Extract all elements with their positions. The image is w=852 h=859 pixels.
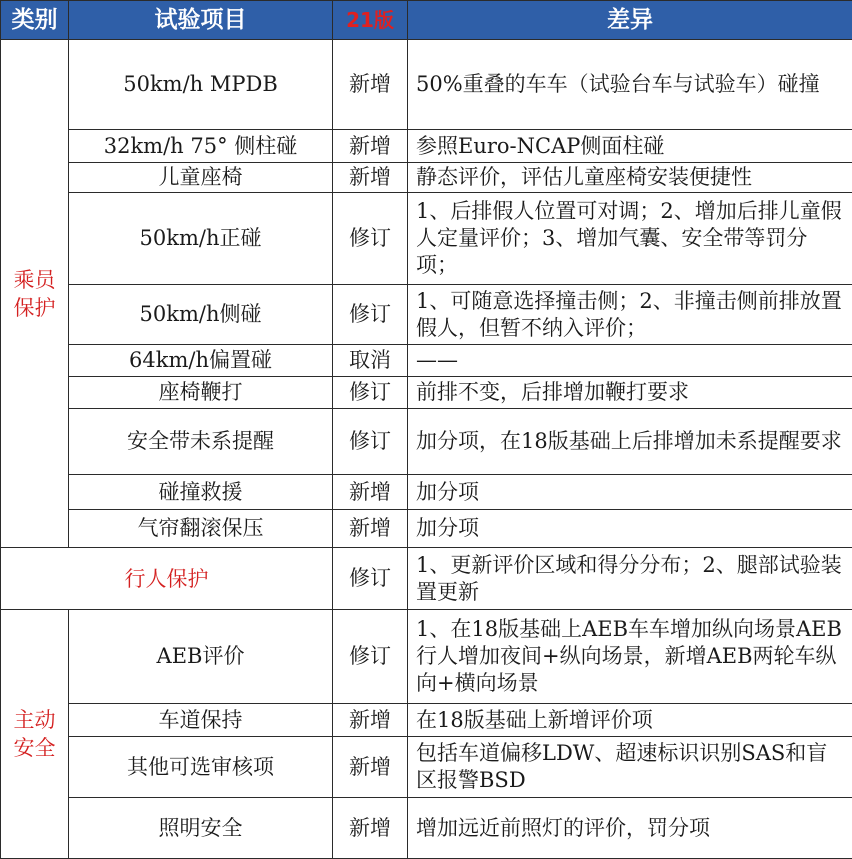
change-type: 修订 (333, 193, 408, 285)
table-row (1, 798, 852, 859)
difference-text: 参照Euro-NCAP侧面柱碰 (408, 130, 852, 163)
category-occupant-protection: 乘员 保护 (1, 40, 69, 548)
difference-text: 1、在18版基础上AEB车车增加纵向场景AEB行人增加夜间+纵向场景，新增AEB两轮车纵向+横向场景 (408, 610, 852, 704)
test-item: 碰撞救援 (69, 475, 333, 510)
table-row (1, 377, 852, 409)
table-row (1, 704, 852, 737)
change-type: 修订 (333, 409, 408, 475)
table-row (1, 510, 852, 548)
difference-text: 加分项 (408, 510, 852, 548)
change-type: 新增 (333, 704, 408, 737)
table-row (1, 285, 852, 345)
table-row (1, 475, 852, 510)
difference-text: 前排不变，后排增加鞭打要求 (408, 377, 852, 409)
difference-text: 加分项，在18版基础上后排增加未系提醒要求 (408, 409, 852, 475)
test-item: 座椅鞭打 (69, 377, 333, 409)
difference-text: 静态评价，评估儿童座椅安装便捷性 (408, 163, 852, 193)
change-type: 修订 (333, 377, 408, 409)
test-item: 50km/h MPDB (69, 40, 333, 130)
header-category: 类别 (1, 1, 69, 40)
table-row (1, 345, 852, 377)
test-item: 车道保持 (69, 704, 333, 737)
change-type: 修订 (333, 548, 408, 610)
table-row (1, 610, 852, 704)
header-version: 21版 (333, 1, 408, 40)
change-type: 新增 (333, 130, 408, 163)
table-row (1, 163, 852, 193)
difference-text: 1、后排假人位置可对调；2、增加后排儿童假人定量评价；3、增加气囊、安全带等罚分项； (408, 193, 852, 285)
category-pedestrian-protection: 行人保护 (1, 548, 333, 610)
category-active-safety: 主动 安全 (1, 610, 69, 859)
difference-text: 在18版基础上新增评价项 (408, 704, 852, 737)
table-row (1, 548, 852, 610)
test-item: 安全带未系提醒 (69, 409, 333, 475)
difference-text: 1、可随意选择撞击侧；2、非撞击侧前排放置假人，但暂不纳入评价； (408, 285, 852, 345)
change-type: 新增 (333, 40, 408, 130)
change-type: 新增 (333, 798, 408, 859)
test-item: 照明安全 (69, 798, 333, 859)
test-item: 其他可选审核项 (69, 737, 333, 798)
difference-text: 1、更新评价区域和得分分布；2、腿部试验装置更新 (408, 548, 852, 610)
difference-text: —— (408, 345, 852, 377)
change-type: 取消 (333, 345, 408, 377)
change-type: 新增 (333, 510, 408, 548)
test-item: 50km/h正碰 (69, 193, 333, 285)
test-item: 32km/h 75° 侧柱碰 (69, 130, 333, 163)
difference-text: 50%重叠的车车（试验台车与试验车）碰撞 (408, 40, 852, 130)
change-type: 修订 (333, 610, 408, 704)
difference-text: 包括车道偏移LDW、超速标识识别SAS和盲区报警BSD (408, 737, 852, 798)
test-item: 儿童座椅 (69, 163, 333, 193)
test-item: 64km/h偏置碰 (69, 345, 333, 377)
change-type: 新增 (333, 163, 408, 193)
table-row (1, 409, 852, 475)
table-row (1, 40, 852, 130)
change-type: 新增 (333, 475, 408, 510)
header-diff: 差异 (408, 1, 852, 40)
table-row (1, 737, 852, 798)
table-row (1, 130, 852, 163)
test-item: AEB评价 (69, 610, 333, 704)
difference-text: 增加远近前照灯的评价，罚分项 (408, 798, 852, 859)
change-type: 新增 (333, 737, 408, 798)
test-item: 气帘翻滚保压 (69, 510, 333, 548)
header-item: 试验项目 (69, 1, 333, 40)
difference-text: 加分项 (408, 475, 852, 510)
change-type: 修订 (333, 285, 408, 345)
header-row (1, 1, 852, 40)
table-row (1, 193, 852, 285)
test-item: 50km/h侧碰 (69, 285, 333, 345)
